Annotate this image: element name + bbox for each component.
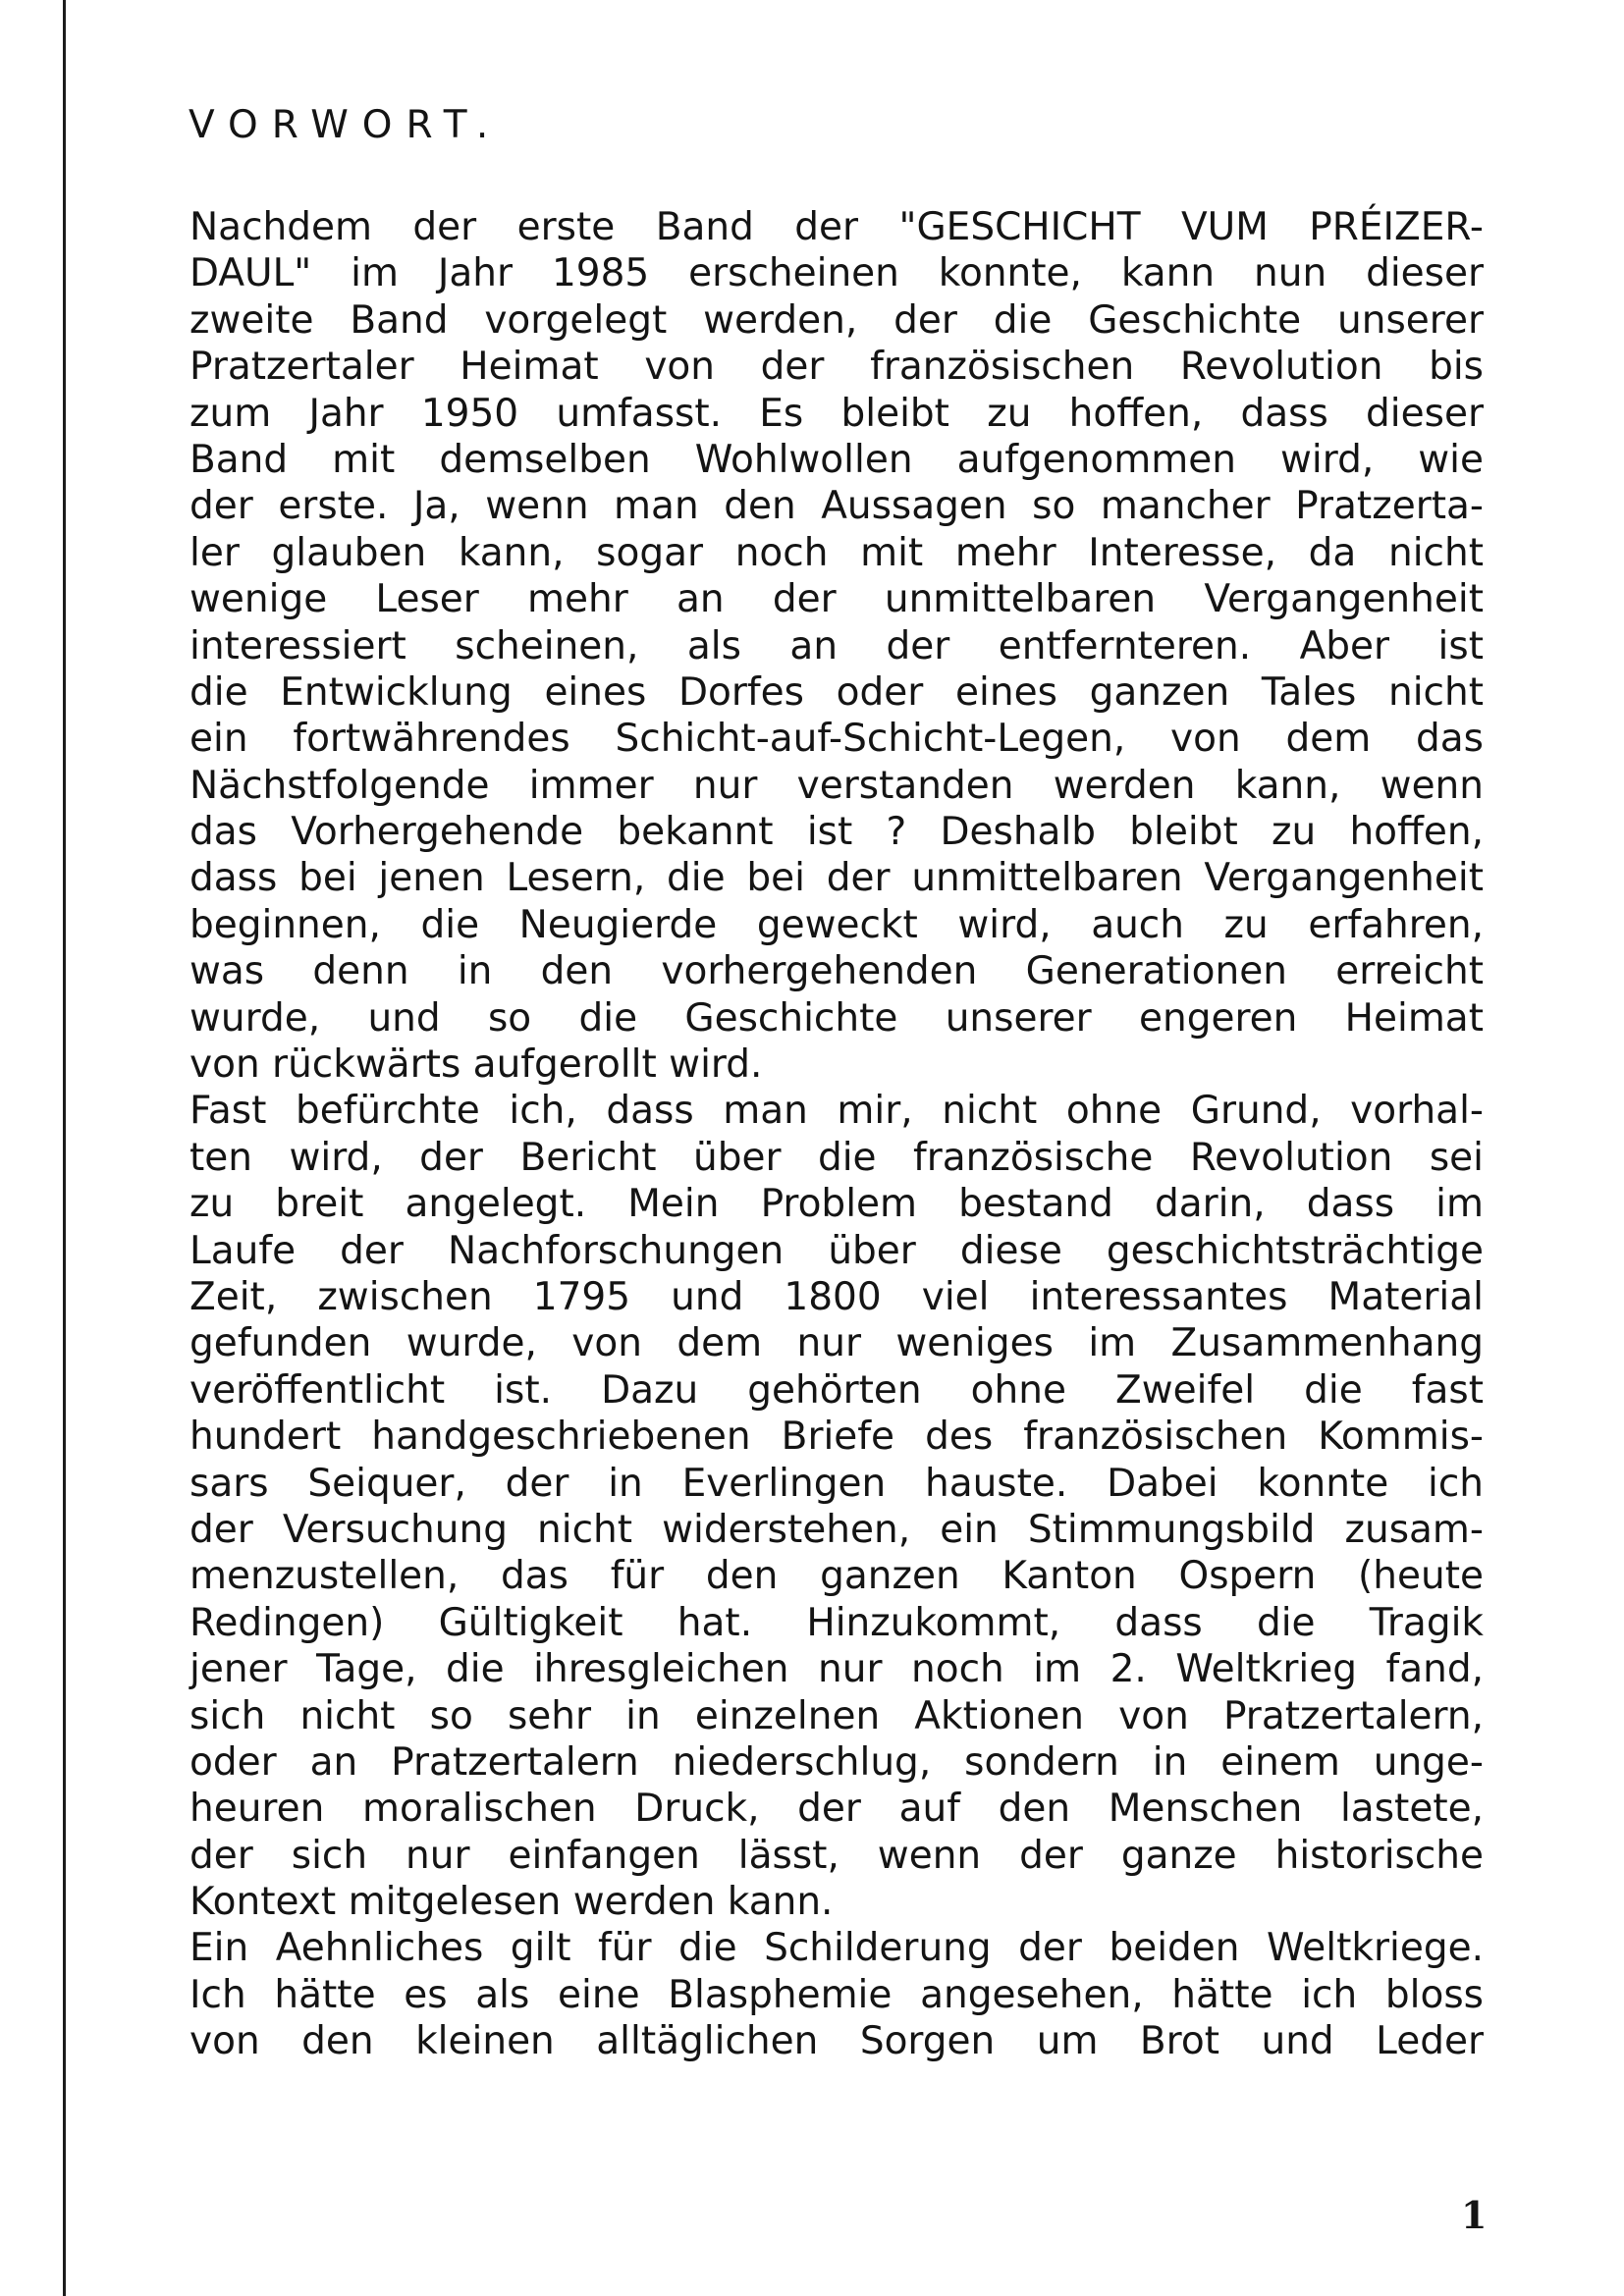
text-line: ein fortwährendes Schicht-auf-Schicht-Legen, von dem das — [189, 717, 1484, 762]
text-line: wenige Leser mehr an der unmittelbaren Vergangenheit — [189, 577, 1484, 622]
text-line: Kontext mitgelesen werden kann. — [189, 1880, 834, 1925]
text-line: Redingen) Gültigkeit hat. Hinzukommt, dass die Tragik — [189, 1600, 1484, 1645]
text-line: Ich hätte es als eine Blasphemie angesehen, hätte ich bloss — [189, 1972, 1484, 2017]
text-line: Band mit demselben Wohlwollen aufgenommen wird, wie — [189, 437, 1484, 482]
text-line: was denn in den vorhergehenden Generationen erreicht — [189, 949, 1484, 994]
text-line: ten wird, der Bericht über die französische Revolution sei — [189, 1135, 1484, 1180]
text-line: hundert handgeschriebenen Briefe des französischen Kommis- — [189, 1415, 1484, 1460]
text-line: Zeit, zwischen 1795 und 1800 viel interessantes Material — [189, 1274, 1484, 1319]
page-number: 1 — [1461, 2193, 1488, 2237]
text-line: Nachdem der erste Band der "GESCHICHT VUM PRÉIZER- — [189, 205, 1484, 249]
text-line: Nächstfolgende immer nur verstanden werden kann, wenn — [189, 763, 1484, 808]
text-line: zweite Band vorgelegt werden, der die Geschichte unserer — [189, 297, 1484, 343]
text-line: interessiert scheinen, als an der entfernteren. Aber ist — [189, 623, 1484, 668]
text-line: das Vorhergehende bekannt ist ? Deshalb bleibt zu hoffen, — [189, 810, 1484, 855]
text-line: jener Tage, die ihresgleichen nur noch im 2. Weltkrieg fand, — [189, 1647, 1484, 1692]
text-line: von rückwärts aufgerollt wird. — [189, 1042, 763, 1088]
text-line: der Versuchung nicht widerstehen, ein Stimmungsbild zusam- — [189, 1507, 1484, 1552]
text-line: ler glauben kann, sogar noch mit mehr Interesse, da nicht — [189, 530, 1484, 575]
text-line: von den kleinen alltäglichen Sorgen um Brot und Leder — [189, 2019, 1484, 2064]
page-left-border — [63, 0, 66, 2296]
text-line: zu breit angelegt. Mein Problem bestand darin, dass im — [189, 1182, 1484, 1227]
text-line: Laufe der Nachforschungen über diese geschichtsträchtige — [189, 1228, 1484, 1273]
text-line: der erste. Ja, wenn man den Aussagen so mancher Pratzerta- — [189, 484, 1484, 529]
text-line: dass bei jenen Lesern, die bei der unmittelbaren Vergangenheit — [189, 856, 1484, 901]
text-line: oder an Pratzertalern niederschlug, sondern in einem unge- — [189, 1739, 1484, 1785]
text-line: heuren moralischen Druck, der auf den Menschen lastete, — [189, 1787, 1484, 1832]
body-text — [189, 204, 1484, 2065]
text-line: Fast befürchte ich, dass man mir, nicht ohne Grund, vorhal- — [189, 1089, 1484, 1134]
page-title: VORWORT. — [189, 103, 503, 147]
text-line: Pratzertaler Heimat von der französischen Revolution bis — [189, 345, 1484, 390]
text-line: gefunden wurde, von dem nur weniges im Zusammenhang — [189, 1321, 1484, 1366]
text-line: wurde, und so die Geschichte unserer engeren Heimat — [189, 995, 1484, 1041]
text-line: die Entwicklung eines Dorfes oder eines ganzen Tales nicht — [189, 669, 1484, 715]
text-line: beginnen, die Neugierde geweckt wird, auch zu erfahren, — [189, 902, 1484, 947]
text-line: DAUL" im Jahr 1985 erscheinen konnte, kann nun dieser — [189, 251, 1484, 296]
text-line: veröffentlicht ist. Dazu gehörten ohne Zweifel die fast — [189, 1367, 1484, 1413]
text-line: Ein Aehnliches gilt für die Schilderung der beiden Weltkriege. — [189, 1926, 1484, 1971]
text-line: zum Jahr 1950 umfasst. Es bleibt zu hoffen, dass dieser — [189, 391, 1484, 436]
text-line: menzustellen, das für den ganzen Kanton Ospern (heute — [189, 1554, 1484, 1599]
text-line: der sich nur einfangen lässt, wenn der ganze historische — [189, 1833, 1484, 1878]
text-line: sars Seiquer, der in Everlingen hauste. Dabei konnte ich — [189, 1461, 1484, 1506]
text-line: sich nicht so sehr in einzelnen Aktionen von Pratzertalern, — [189, 1693, 1484, 1738]
